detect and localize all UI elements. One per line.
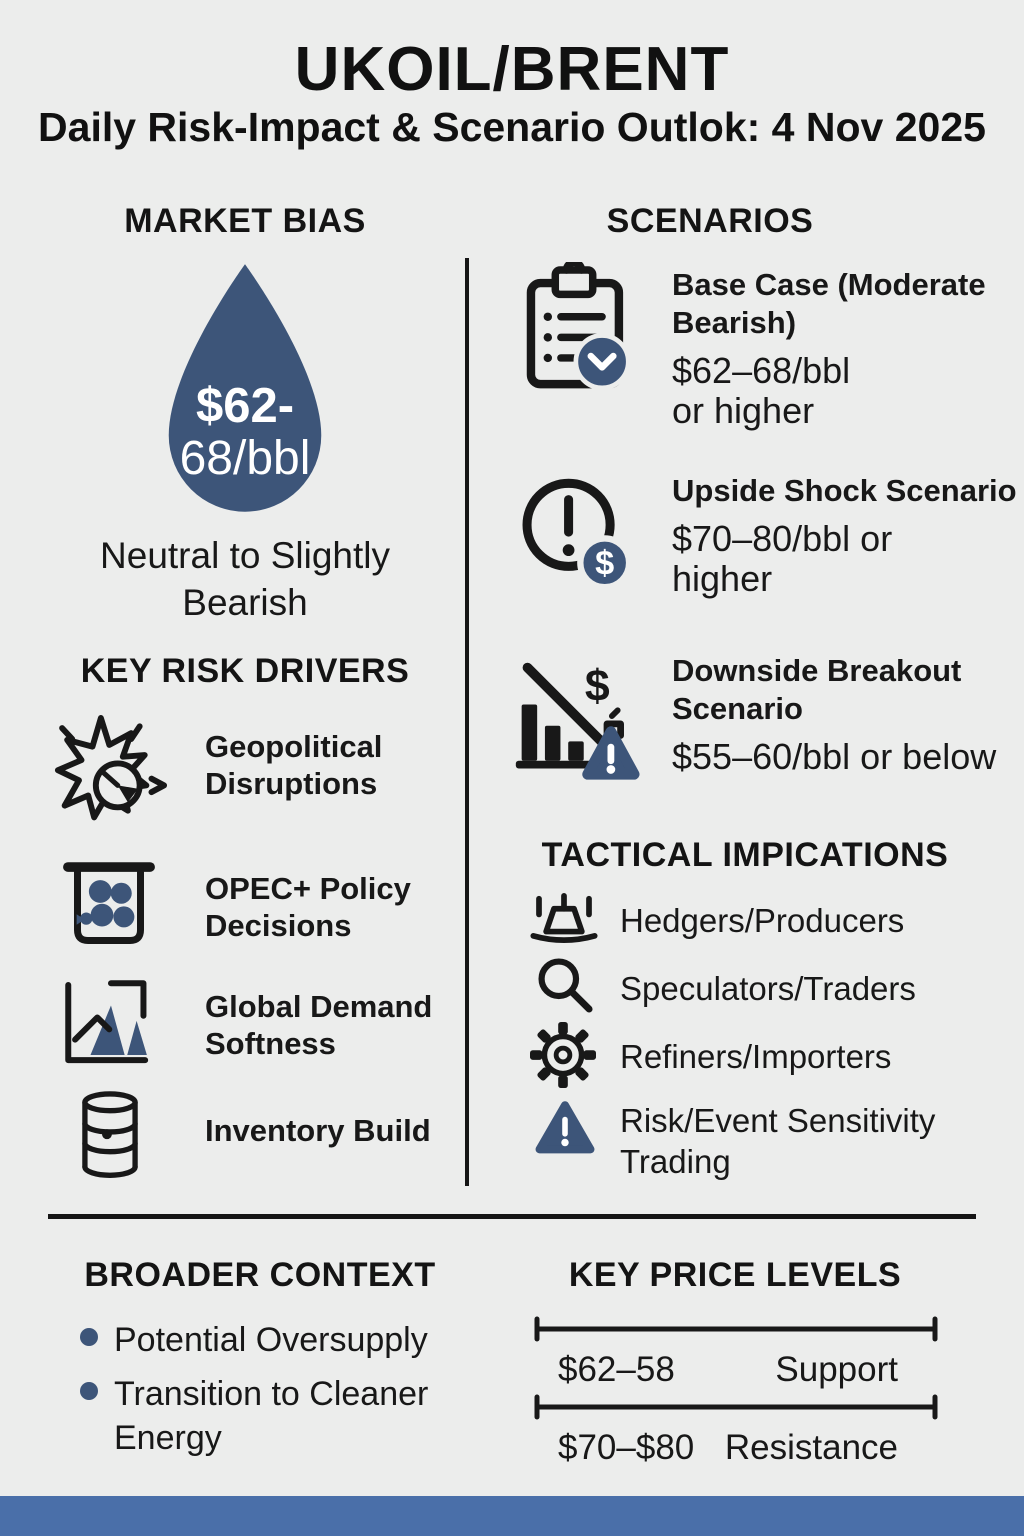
explosion-clock-icon bbox=[52, 710, 170, 822]
svg-text:$: $ bbox=[595, 544, 615, 583]
scenario-title: Base Case (Moderate Bearish) bbox=[672, 267, 986, 340]
scenario-item bbox=[672, 472, 1017, 600]
scenario-detail: or higher bbox=[672, 390, 815, 432]
market-bias-text: Neutral to Slightly Bearish bbox=[100, 535, 390, 624]
market-bias-droplet bbox=[152, 260, 338, 516]
price-level-row bbox=[558, 1350, 898, 1390]
scenario-title: Upside Shock Scenario bbox=[672, 473, 1017, 508]
gear-icon bbox=[530, 1022, 596, 1088]
broader-context-heading: BROADER CONTEXT bbox=[84, 1256, 436, 1294]
declining-chart-warning-icon bbox=[510, 653, 640, 785]
bullet-dot bbox=[80, 1382, 98, 1400]
broader-context-bullet: Transition to Cleaner Energy bbox=[114, 1375, 429, 1458]
scenario-detail: $55–60/bbl or below bbox=[672, 735, 997, 777]
tactical-implications-heading: TACTICAL IMPICATIONS bbox=[541, 836, 949, 874]
magnifier-icon bbox=[534, 954, 596, 1016]
warning-triangle-icon bbox=[534, 1098, 596, 1156]
risk-driver-label: Global Demand Softness bbox=[205, 989, 433, 1062]
tactical-label: Risk/Event Sensitivity Trading bbox=[620, 1102, 936, 1181]
svg-text:$: $ bbox=[584, 661, 610, 711]
key-risk-drivers-heading: KEY RISK DRIVERS bbox=[80, 652, 410, 690]
bullet-dot bbox=[80, 1328, 98, 1346]
resistance-bracket-line bbox=[533, 1394, 939, 1420]
market-bias-heading: MARKET BIAS bbox=[124, 202, 366, 240]
droplet-price-line2: 68/bbl bbox=[179, 432, 311, 486]
support-bracket-line bbox=[533, 1316, 939, 1342]
price-level-range: $70–$80 bbox=[558, 1428, 695, 1467]
commodity-basket-icon bbox=[58, 853, 160, 951]
key-price-levels-heading: KEY PRICE LEVELS bbox=[568, 1256, 902, 1294]
chart-mountains-icon bbox=[55, 973, 155, 1067]
scenario-item bbox=[672, 652, 1017, 777]
oil-barrel-icon bbox=[72, 1086, 148, 1184]
risk-driver-label: OPEC+ Policy Decisions bbox=[205, 871, 411, 944]
risk-driver-label: Geopolitical Disruptions bbox=[205, 729, 383, 802]
scenario-item bbox=[672, 266, 1017, 432]
scenario-detail: higher bbox=[672, 558, 773, 600]
alert-dollar-icon bbox=[518, 468, 630, 598]
scenario-title: Downside Breakout Scenario bbox=[672, 653, 962, 726]
page-title: UKOIL/BRENT bbox=[294, 35, 730, 104]
tactical-label: Speculators/Traders bbox=[620, 970, 916, 1007]
price-level-row bbox=[558, 1428, 898, 1468]
risk-driver-label: Inventory Build bbox=[205, 1113, 431, 1148]
scenario-detail: $62–68/bbl bbox=[672, 349, 851, 391]
tactical-label: Refiners/Importers bbox=[620, 1038, 892, 1075]
droplet-price-line1: $62- bbox=[195, 379, 295, 434]
broader-context-bullet: Potential Oversupply bbox=[114, 1321, 428, 1359]
price-level-label: Resistance bbox=[724, 1428, 898, 1467]
horizontal-divider bbox=[48, 1214, 976, 1219]
price-level-label: Support bbox=[775, 1350, 898, 1389]
footer-bar bbox=[0, 1496, 1024, 1536]
scenario-detail: $70–80/bbl or bbox=[672, 517, 893, 559]
tactical-label: Hedgers/Producers bbox=[620, 902, 905, 939]
clipboard-check-icon bbox=[516, 262, 632, 394]
page-subtitle: Daily Risk-Impact & Scenario Outlok: 4 Nov 2025 bbox=[38, 104, 986, 150]
oil-derrick-icon bbox=[524, 890, 604, 956]
scenarios-heading: SCENARIOS bbox=[606, 202, 814, 240]
price-level-range: $62–58 bbox=[558, 1350, 675, 1389]
droplet-price bbox=[152, 380, 338, 485]
